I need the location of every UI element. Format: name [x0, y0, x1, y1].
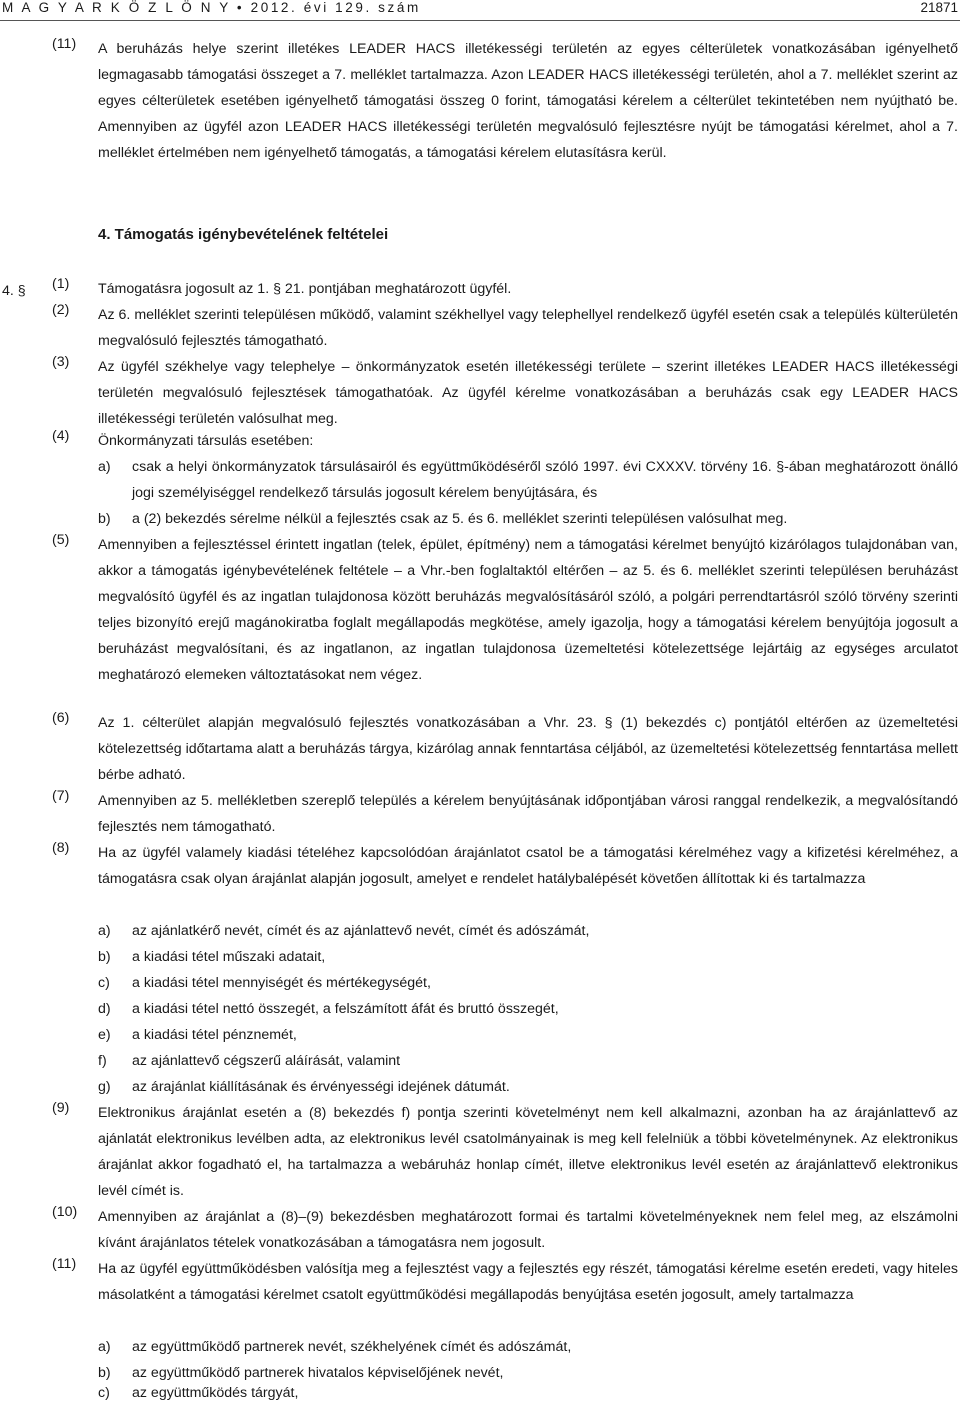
- paragraph-number: (2): [52, 302, 70, 318]
- paragraph-text: Támogatásra jogosult az 1. § 21. pontjában meghatározott ügyfél.: [98, 281, 512, 297]
- paragraph-9: [52, 1100, 958, 1204]
- paragraph-5: [52, 532, 958, 688]
- list-letter: a): [98, 459, 111, 475]
- section-title: 4. Támogatás igénybevételének feltételei: [98, 226, 389, 243]
- paragraph-text: Amennyiben az 5. mellékletben szereplő település a kérelem benyújtásának időpontjában városi ranggal rendelkezik, a megvalósítandó fejlesztés nem támogatható.: [98, 793, 958, 835]
- list-letter: b): [98, 1365, 111, 1381]
- list-letter: c): [98, 975, 110, 991]
- journal-title: M A G Y A R K Ö Z L Ö N Y • 2012. évi 129. szám: [2, 0, 421, 15]
- list-item: [98, 1074, 958, 1100]
- list-text: az árajánlat kiállításának és érvényességi idejének dátumát.: [132, 1079, 510, 1095]
- list-text: az ajánlattevő cégszerű aláírását, valamint: [132, 1053, 401, 1069]
- paragraph-text: Az 1. célterület alapján megvalósuló fejlesztés vonatkozásában a Vhr. 23. § (1) bekezdés c) pontjától eltérően az üzemeltetési kötelezettség időtartama alatt a beruházás tárgya, kizárólag annak fenntartása céljából, az üzemeltetési kötelezettség fenntartása mellett bérbe adható.: [98, 715, 958, 783]
- list-item: [98, 1022, 958, 1048]
- list-item: [98, 970, 958, 996]
- page-header: [0, 0, 960, 21]
- paragraph-number: (11): [52, 1256, 77, 1272]
- paragraph-number: (3): [52, 354, 70, 370]
- paragraph-number: (1): [52, 276, 70, 292]
- list-item: [98, 1048, 958, 1074]
- paragraph-text: Elektronikus árajánlat esetén a (8) bekezdés f) pontja szerinti követelményt nem kell alkalmazni, azonban ha az árajánlattevő az ajánlatát elektronikus levélben adta, az elektronikus levél csatolmányainak is meg kell felelniük a többi követelménynek. Az elektronikus árajánlat akkor fogadható el, ha tartalmazza a webáruház honlap címét, illetve elektronikus levél esetén az árajánlattevő elektronikus levél címét is.: [98, 1105, 958, 1199]
- paragraph-number: (4): [52, 428, 70, 444]
- paragraph-text: Ha az ügyfél valamely kiadási tételéhez kapcsolódóan árajánlatot csatol be a támogatási kérelméhez vagy a kifizetési kérelméhez, a támogatásra csak olyan árajánlat alapján jogosult, amelyet e rendelet hatálybalépését követően állítottak ki és tartalmazza: [98, 845, 958, 887]
- list-letter: e): [98, 1027, 111, 1043]
- list-item: [98, 1380, 958, 1406]
- paragraph-number: (6): [52, 710, 70, 726]
- list-letter: d): [98, 1001, 111, 1017]
- paragraph-11-top: [52, 36, 958, 166]
- list-item: [98, 996, 958, 1022]
- list-text: a kiadási tétel pénznemét,: [132, 1027, 297, 1043]
- list-text: csak a helyi önkormányzatok társulásairól és együttműködéséről szóló 1997. évi CXXXV. törvény 16. §-ában meghatározott önálló jogi személyiséggel rendelkező társulás jogosult kérelem benyújtására, és: [132, 459, 958, 501]
- page-number: 21871: [920, 0, 958, 15]
- list-item: [98, 454, 958, 506]
- list-letter: a): [98, 923, 111, 939]
- list-letter: b): [98, 949, 111, 965]
- paragraph-7: [52, 788, 958, 840]
- paragraph-number: (5): [52, 532, 70, 548]
- list-letter: b): [98, 511, 111, 527]
- list-text: az ajánlatkérő nevét, címét és az ajánlattevő nevét, címét és adószámát,: [132, 923, 590, 939]
- list-item: [98, 1334, 958, 1360]
- list-text: a kiadási tétel mennyiségét és mértékegységét,: [132, 975, 431, 991]
- paragraph-6: [52, 710, 958, 788]
- list-text: a kiadási tétel műszaki adatait,: [132, 949, 326, 965]
- paragraph-text: A beruházás helye szerint illetékes LEADER HACS illetékességi területén az egyes célterületek vonatkozásában igényelhető legmagasabb támogatási összeget a 7. melléklet tartalmazza. Azon LEADER HACS illetékességi területén, ahol a 7. melléklet szerint az egyes célterületek esetében igényelhető támogatási összeg 0 forint, támogatási kérelem a célterület tekintetében nem nyújtható be. Amennyiben az ügyfél azon LEADER HACS illetékességi területén megvalósuló fejlesztésre nyújt be támogatási kérelmet, ahol a 7. melléklet értelmében nem igényelhető támogatás, a támogatási kérelem elutasításra kerül.: [98, 41, 958, 161]
- paragraph-11: [52, 1256, 958, 1308]
- paragraph-1: [52, 276, 958, 302]
- paragraph-text: Önkormányzati társulás esetében:: [98, 433, 314, 449]
- paragraph-4: [52, 428, 958, 454]
- paragraph-text: Ha az ügyfél együttműködésben valósítja meg a fejlesztést vagy a fejlesztés egy részét, támogatási kérelme esetén eredeti, vagy hiteles másolatként a támogatási kérelmet csatolt együttműködési megállapodás benyújtása esetén jogosult, amely tartalmazza: [98, 1261, 958, 1303]
- paragraph-8: [52, 840, 958, 892]
- paragraph-3: [52, 354, 958, 432]
- paragraph-number: (11): [52, 36, 77, 52]
- list-letter: c): [98, 1385, 110, 1401]
- list-letter: g): [98, 1079, 111, 1095]
- list-letter: a): [98, 1339, 111, 1355]
- list-text: a kiadási tétel nettó összegét, a felszámított áfát és bruttó összegét,: [132, 1001, 559, 1017]
- list-item: [98, 918, 958, 944]
- paragraph-number: (7): [52, 788, 70, 804]
- list-item: [98, 506, 958, 532]
- paragraph-number: (10): [52, 1204, 78, 1220]
- paragraph-text: Amennyiben a fejlesztéssel érintett ingatlan (telek, épület, építmény) nem a támogatási kérelmet benyújtó kizárólagos tulajdonában van, akkor a támogatás igénybevételének feltétele – a Vhr.-ben foglaltaktól eltérően – az 5. és 6. melléklet szerinti településen beruházást megvalósító ügyfél és az ingatlan tulajdonosa között beruházás megvalósításáról szóló, a polgári perrendtartásról szóló törvény szerinti teljes bizonyító erejű magánokiratba foglalt megállapodás megkötése, amely igazolja, hogy a támogatási kérelem benyújtója jogosult a beruházást megvalósítani, és az ingatlanon, az ingatlan tulajdonosa üzemeltetési kötelezettsége lejártáig az egységes arculatot meghatározó elemeken változtatásokat nem végez.: [98, 537, 958, 683]
- list-letter: f): [98, 1053, 107, 1069]
- section-mark: 4. §: [2, 283, 26, 299]
- paragraph-number: (9): [52, 1100, 70, 1116]
- paragraph-text: Az ügyfél székhelye vagy telephelye – önkormányzatok esetén illetékességi területe – szerint illetékes LEADER HACS illetékességi területén megvalósuló fejlesztések támogathatóak. Az ügyfél kérelme vonatkozásában a beruházás csak egy LEADER HACS illetékességi területén valósulhat meg.: [98, 359, 958, 427]
- list-text: az együttműködés tárgyát,: [132, 1385, 299, 1401]
- paragraph-text: Az 6. melléklet szerinti településen működő, valamint székhellyel vagy telephellyel rendelkező ügyfél esetén csak a település külterületén megvalósuló fejlesztés támogatható.: [98, 307, 958, 349]
- list-item: [98, 944, 958, 970]
- list-text: az együttműködő partnerek nevét, székhelyének címét és adószámát,: [132, 1339, 572, 1355]
- paragraph-number: (8): [52, 840, 70, 856]
- paragraph-text: Amennyiben az árajánlat a (8)–(9) bekezdésben meghatározott formai és tartalmi követelményeknek nem felel meg, az elszámolni kívánt árajánlatos tételek vonatkozásában a támogatásra nem jogosult.: [98, 1209, 958, 1251]
- paragraph-10: [52, 1204, 958, 1256]
- paragraph-2: [52, 302, 958, 354]
- list-text: a (2) bekezdés sérelme nélkül a fejlesztés csak az 5. és 6. melléklet szerinti településen valósulhat meg.: [132, 511, 788, 527]
- list-text: az együttműködő partnerek hivatalos képviselőjének nevét,: [132, 1365, 504, 1381]
